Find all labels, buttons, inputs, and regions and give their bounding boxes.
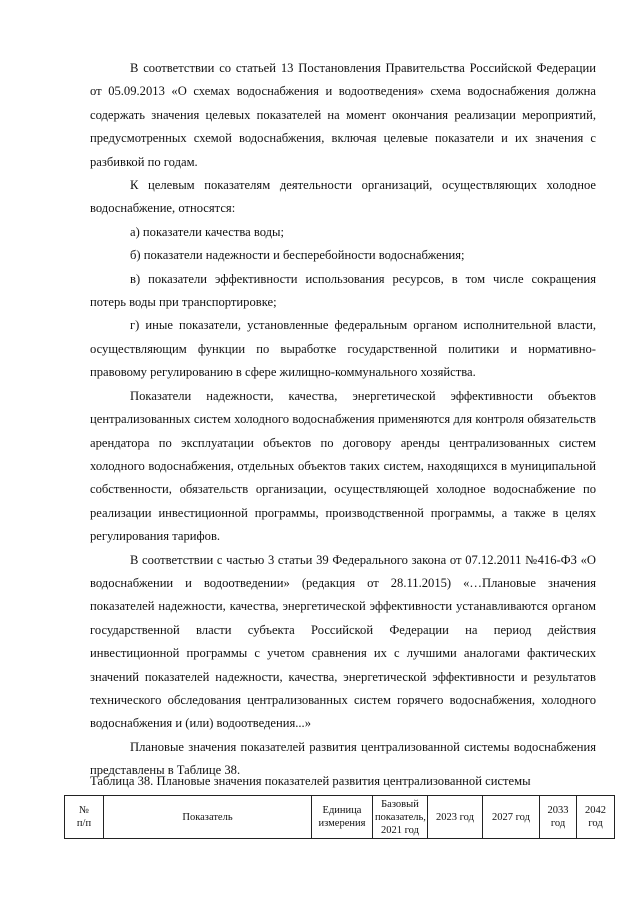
paragraph-target-indicators-intro: К целевым показателям деятельности организаций, осуществляющих холодное водоснабжение, относятся: <box>90 178 596 216</box>
list-item-c: в) показатели эффективности использования ресурсов, в том числе сокращения потерь воды при транспортировке; <box>90 271 596 310</box>
table-caption: Таблица 38. Плановые значения показателей развития централизованной системы <box>90 774 531 788</box>
planned-indicators-table <box>64 795 615 839</box>
document-body <box>90 57 596 783</box>
header-cell-2033: 2033 год <box>540 796 577 839</box>
list-item-a: а) показатели качества воды; <box>130 224 285 239</box>
header-cell-2023: 2023 год <box>428 796 483 839</box>
header-cell-indicator: Показатель <box>104 796 312 839</box>
list-item-d: г) иные показатели, установленные федеральным органом исполнительной власти, осуществляющим функции по выработке государственной политики и нормативно-правовому регулированию в сфере жилищно-коммунального хозяйства. <box>90 318 596 380</box>
paragraph-table-reference: Плановые значения показателей развития централизованной системы водоснабжения представлены в Таблице 38. <box>90 739 596 778</box>
list-item-b: б) показатели надежности и бесперебойности водоснабжения; <box>130 248 465 263</box>
table-header-row <box>65 796 615 839</box>
paragraph-federal-law-quote: В соответствии с частью 3 статьи 39 Федерального закона от 07.12.2011 №416-ФЗ «О водоснабжении и водоотведении» (редакция от 28.11.2015) «…Плановые значения показателей надежности, качества, энергетической эффективности устанавливаются органом государственной власти субъекта Российской Федерации на период действия инвестиционной программы с учетом сравнения их с лучшими аналогами фактических значений показателей надежности, качества, энергетической эффективности и результатов технического обследования централизованных систем горячего водоснабжения, холодного водоснабжения и (или) водоотведения...» <box>90 552 596 731</box>
header-cell-2027: 2027 год <box>483 796 540 839</box>
paragraph-decree-requirements: В соответствии со статьей 13 Постановления Правительства Российской Федерации от 05.09.2013 «О схемах водоснабжения и водоотведения» схема водоснабжения должна содержать значения целевых показателей на момент окончания реализации мероприятий, предусмотренных схемой водоснабжения, включая целевые показатели и их значения с разбивкой по годам. <box>90 61 596 169</box>
paragraph-indicator-usage: Показатели надежности, качества, энергетической эффективности объектов централизованных систем холодного водоснабжения применяются для контроля обязательств арендатора по эксплуатации объектов по договору аренды централизованных систем холодного водоснабжения, отдельных объектов таких систем, находящихся в муниципальной собственности, обязательств организации, осуществляющей холодное водоснабжение по реализации инвестиционной программы, производственной программы, а также в целях регулирования тарифов. <box>90 388 596 544</box>
header-cell-unit: Единица измерения <box>312 796 373 839</box>
header-cell-number: № п/п <box>65 796 104 839</box>
header-cell-base-value: Базовый показатель, 2021 год <box>373 796 428 839</box>
header-cell-2042: 2042 год <box>577 796 615 839</box>
